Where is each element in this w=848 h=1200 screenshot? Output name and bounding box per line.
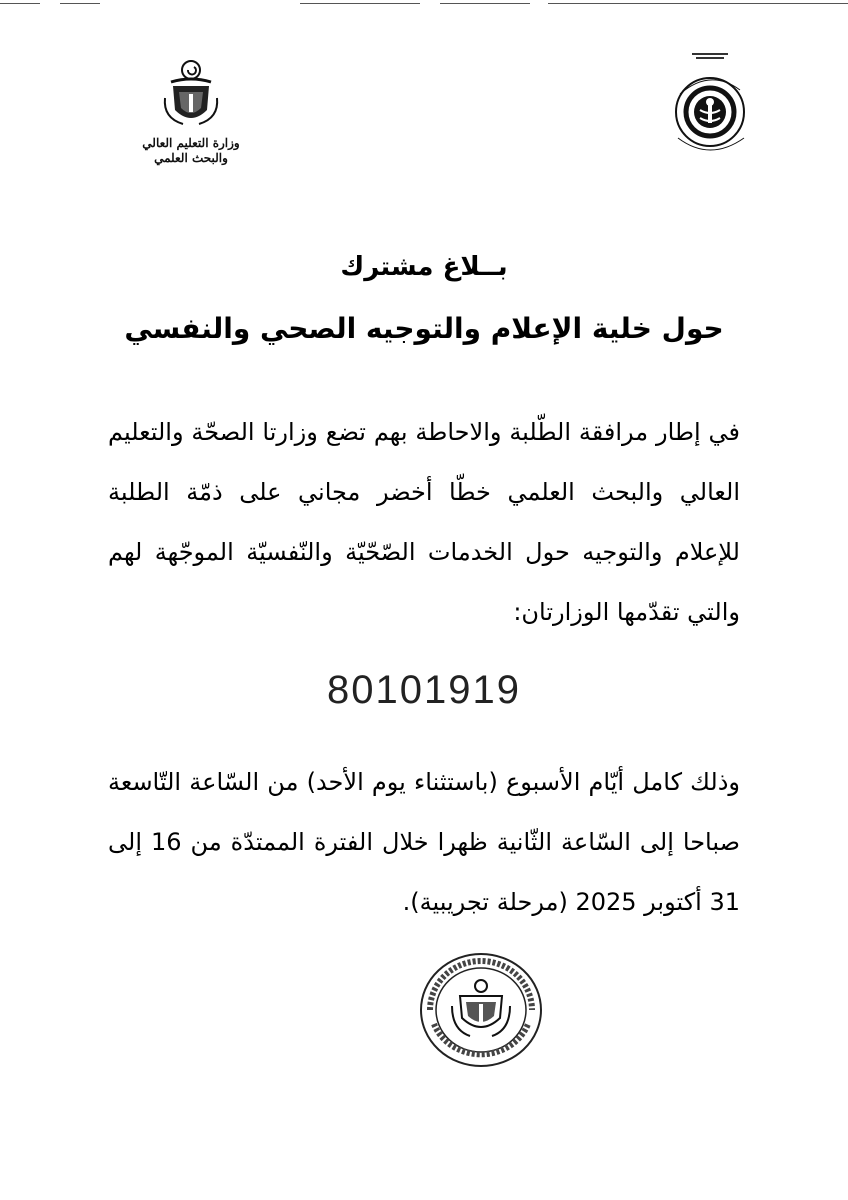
official-seal-stamp-icon [416,950,546,1070]
document-subtitle: حول خلية الإعلام والتوجيه الصحي والنفسي [124,312,724,345]
higher-education-ministry-logo [126,58,256,183]
schedule-paragraph: وذلك كامل أيّام الأسبوع (باستثناء يوم الأحد) من السّاعة التّاسعة صباحا إلى السّاعة الثّانية ظهرا خلال الفترة الممتدّة من 16 إلى 31 أكتوبر 2025 (مرحلة تجريبية). [108,768,740,916]
health-ministry-logo [660,50,760,168]
edu-name-line-2: والبحث العلمي [154,151,228,165]
intro-paragraph: في إطار مرافقة الطّلبة والاحاطة بهم تضع وزارتا الصحّة والتعليم العالي والبحث العلمي خطّا أخضر مجاني على ذمّة الطلبة للإعلام والتوجيه حول الخدمات الصّحّيّة والنّفسيّة الموجّهة لهم والتي تقدّمها الوزارتان: [108,418,740,626]
edu-name-line-1: وزارة التعليم العالي [142,136,240,150]
green-line-phone-number: 80101919 [327,668,521,712]
document-title: بــلاغ مشترك [340,252,508,282]
scan-artifact-line [0,3,848,7]
higher-education-ministry-name [126,136,256,166]
health-caduceus-emblem-icon [660,50,760,168]
tunisia-coat-of-arms-icon [161,58,221,132]
official-stamp [416,950,546,1070]
